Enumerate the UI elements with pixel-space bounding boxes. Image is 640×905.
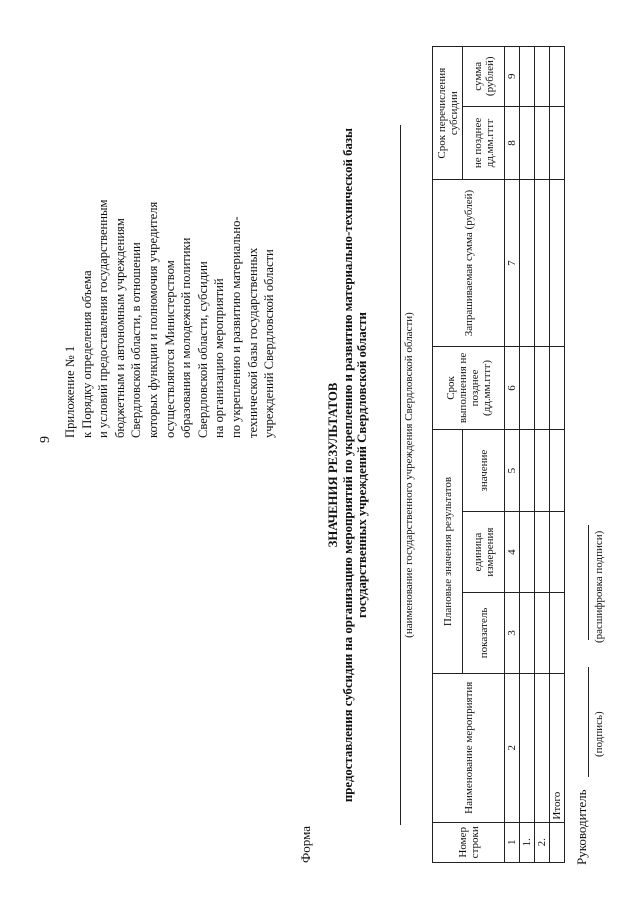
signature-line <box>588 667 589 777</box>
appendix-line: которых функции и полномочия учредителя <box>145 201 160 438</box>
cell-empty <box>535 512 550 593</box>
header-planned-values: Плановые значения результатов <box>433 430 463 674</box>
appendix-line: бюджетным и автономным учреждениям <box>112 218 127 438</box>
cell-event-name <box>535 673 550 822</box>
page-number: 9 <box>38 436 53 443</box>
total-row <box>550 47 565 863</box>
appendix-line: по укреплению и развитию материально- <box>228 216 243 438</box>
col-number: 1 <box>505 822 520 862</box>
signature-decode-caption: (расшифровка подписи) <box>593 530 605 643</box>
title-line-3: государственных учреждений Свердловской области <box>355 312 370 618</box>
table-row <box>535 47 550 863</box>
appendix-line: Приложение № 1 <box>63 345 77 438</box>
appendix-line: технической базы государственных <box>245 247 260 438</box>
appendix-line: учреждений Свердловской области <box>262 249 277 438</box>
row-number: 2. <box>535 822 550 862</box>
cell-empty <box>550 106 565 180</box>
header-event-name: Наименование мероприятия <box>433 673 505 822</box>
cell-empty <box>550 593 565 674</box>
appendix-line: образования и молодежной политики <box>179 237 194 438</box>
results-table <box>432 46 565 863</box>
header-transfer-date: не позднее дд.мм.гггг <box>463 106 505 180</box>
col-number: 8 <box>505 106 520 180</box>
header-value: значение <box>463 430 505 512</box>
cell-empty <box>535 430 550 512</box>
cell-empty <box>535 180 550 347</box>
cell-empty <box>550 512 565 593</box>
header-unit: единица измерения <box>463 512 505 593</box>
signature-caption: (подпись) <box>593 711 605 757</box>
header-transfer-sum: сумма (рублей) <box>463 47 505 107</box>
col-number: 7 <box>505 180 520 347</box>
appendix-line: Свердловской области, субсидии <box>195 261 210 438</box>
total-label: Итого <box>550 673 565 822</box>
head-label: Руководитель <box>574 789 589 865</box>
cell-event-name <box>520 673 535 822</box>
cell-empty <box>520 593 535 674</box>
cell-empty <box>520 512 535 593</box>
col-number: 9 <box>505 47 520 107</box>
header-deadline: Срок выполнения не позднее (дд.мм.гггг) <box>433 346 505 429</box>
col-number: 6 <box>505 346 520 429</box>
col-number: 2 <box>505 673 520 822</box>
cell-empty <box>535 346 550 429</box>
document-title <box>326 85 370 845</box>
cell-empty <box>550 822 565 862</box>
title-line-1: ЗНАЧЕНИЯ РЕЗУЛЬТАТОВ <box>326 382 340 548</box>
cell-empty <box>550 430 565 512</box>
appendix-line: на организацию мероприятий <box>212 278 227 438</box>
col-number: 3 <box>505 593 520 674</box>
cell-empty <box>520 106 535 180</box>
header-requested-sum: Запрашиваемая сумма (рублей) <box>433 180 505 347</box>
org-name-line <box>400 125 401 825</box>
appendix-line: и условий предоставления государственным <box>96 199 111 438</box>
header-indicator: показатель <box>463 593 505 674</box>
cell-empty <box>550 47 565 107</box>
form-label: Форма <box>298 826 313 863</box>
col-number: 4 <box>505 512 520 593</box>
appendix-line: Свердловской области, в отношении <box>129 242 144 438</box>
header-transfer-term: Срок перечисления субсидии <box>433 47 463 180</box>
cell-empty <box>520 430 535 512</box>
cell-empty <box>535 47 550 107</box>
col-number: 5 <box>505 430 520 512</box>
signature-decode-line <box>588 525 589 640</box>
cell-empty <box>520 346 535 429</box>
table-row <box>520 47 535 863</box>
cell-empty <box>550 180 565 347</box>
appendix-line: к Порядку определения объема <box>79 270 94 438</box>
cell-empty <box>520 47 535 107</box>
cell-empty <box>535 106 550 180</box>
row-number: 1. <box>520 822 535 862</box>
org-name-caption: (наименование государственного учреждения Свердловской области) <box>403 312 415 638</box>
header-row-number: Номер строки <box>433 822 505 862</box>
cell-empty <box>520 180 535 347</box>
appendix-line: осуществляются Министерством <box>162 260 177 438</box>
title-line-2: предоставления субсидии на организацию мероприятий по укреплению и развитию материально-технической базы <box>340 127 355 803</box>
cell-empty <box>535 593 550 674</box>
cell-empty <box>550 346 565 429</box>
appendix-header <box>62 18 278 438</box>
